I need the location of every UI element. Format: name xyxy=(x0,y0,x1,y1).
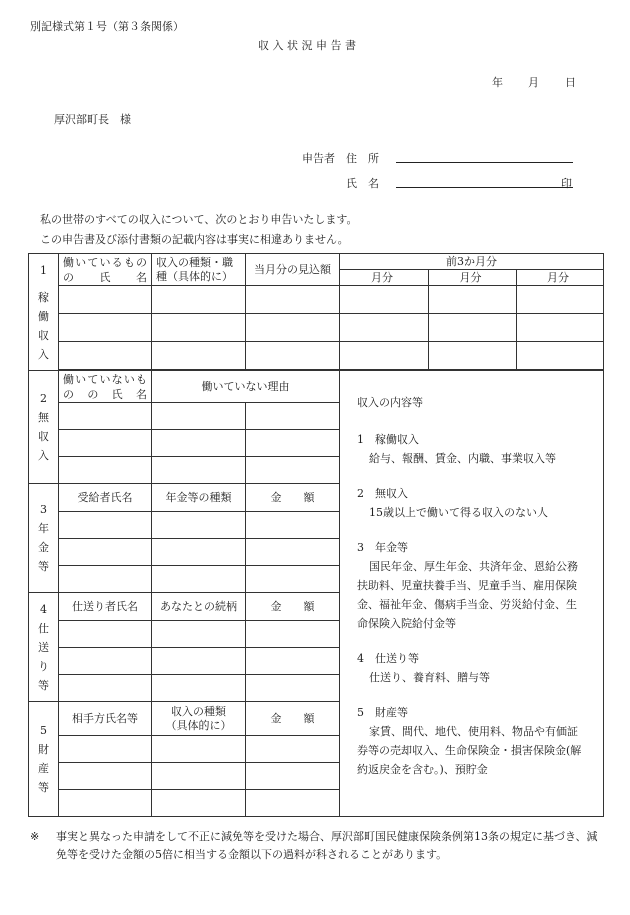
applicant-label: 申告者 xyxy=(302,152,335,165)
section-2-label: 2 無 収 入 xyxy=(29,371,59,484)
s1-col-name: 働いているものの氏名 xyxy=(59,254,152,286)
s2-cell[interactable] xyxy=(152,430,246,457)
s1-cell[interactable] xyxy=(340,314,429,342)
s1-col-prev: 前3か月分 xyxy=(340,254,604,270)
s5-col-type: 収入の種類 （具体的に） xyxy=(152,702,246,736)
s4-col-name: 仕送り者氏名 xyxy=(59,593,152,621)
s2-cell[interactable] xyxy=(152,403,246,430)
seal-mark: 印 xyxy=(561,177,572,190)
s2-cell[interactable] xyxy=(246,430,340,457)
s1-cell[interactable] xyxy=(429,342,517,370)
s3-col-type: 年金等の種類 xyxy=(152,484,246,512)
section-3-label: 3 年 金 等 xyxy=(29,484,59,593)
name-label: 氏 名 xyxy=(346,177,379,190)
s1-cell[interactable] xyxy=(152,314,246,342)
s1-cell[interactable] xyxy=(517,342,604,370)
footnote-mark: ※ xyxy=(30,830,40,843)
month-header-1: 月分 xyxy=(340,270,429,286)
page-title: 収 入 状 況 申 告 書 xyxy=(258,39,356,52)
s2-cell[interactable] xyxy=(246,457,340,484)
s2-cell[interactable] xyxy=(152,457,246,484)
s1-cell[interactable] xyxy=(340,286,429,314)
date-year: 年 xyxy=(492,76,503,89)
s1-cell[interactable] xyxy=(246,342,340,370)
s2-cell[interactable] xyxy=(59,403,152,430)
month-header-2: 月分 xyxy=(429,270,517,286)
s5-cell[interactable] xyxy=(152,736,246,763)
s1-cell[interactable] xyxy=(152,342,246,370)
s1-cell[interactable] xyxy=(152,286,246,314)
s5-col-amount: 金 額 xyxy=(246,702,340,736)
form-number: 別記様式第１号（第３条関係） xyxy=(30,20,184,33)
address-field[interactable] xyxy=(396,162,573,163)
s1-cell[interactable] xyxy=(59,286,152,314)
address-label: 住 所 xyxy=(346,152,379,165)
s2-col-name: 働いていないものの氏名 xyxy=(59,371,152,403)
date-day: 日 xyxy=(565,76,576,89)
s4-cell[interactable] xyxy=(246,648,340,675)
footnote xyxy=(30,828,605,864)
s3-cell[interactable] xyxy=(152,566,246,593)
s2-cell[interactable] xyxy=(246,403,340,430)
s5-cell[interactable] xyxy=(246,790,340,817)
declaration-line-1: 私の世帯のすべての収入について、次のとおり申告いたします。 xyxy=(40,213,358,226)
s3-cell[interactable] xyxy=(59,566,152,593)
s5-cell[interactable] xyxy=(59,763,152,790)
addressee: 厚沢部町長 様 xyxy=(54,113,131,126)
s1-col-current: 当月分の見込額 xyxy=(246,254,340,286)
section-5-label: 5 財 産 等 xyxy=(29,702,59,817)
s2-cell[interactable] xyxy=(59,457,152,484)
s1-cell[interactable] xyxy=(517,314,604,342)
s5-cell[interactable] xyxy=(152,790,246,817)
s4-cell[interactable] xyxy=(59,621,152,648)
s4-cell[interactable] xyxy=(152,675,246,702)
s4-col-relation: あなたとの続柄 xyxy=(152,593,246,621)
s5-col-name: 相手方氏名等 xyxy=(59,702,152,736)
s2-cell[interactable] xyxy=(59,430,152,457)
s3-cell[interactable] xyxy=(59,512,152,539)
s1-cell[interactable] xyxy=(429,286,517,314)
s4-cell[interactable] xyxy=(152,648,246,675)
name-field[interactable] xyxy=(396,187,573,188)
s3-cell[interactable] xyxy=(59,539,152,566)
s5-cell[interactable] xyxy=(59,790,152,817)
s5-cell[interactable] xyxy=(246,736,340,763)
footnote-text: 事実と異なった申請をして不正に減免等を受けた場合、厚沢部町国民健康保険条例第13条の規定に基づき、減免等を受けた金額の5倍に相当する金額以下の過料が科されることがあります。 xyxy=(56,830,598,861)
s3-col-name: 受給者氏名 xyxy=(59,484,152,512)
section-1-label: 1 稼 働 収 入 xyxy=(29,254,59,371)
s2-col-reason: 働いていない理由 xyxy=(152,371,340,403)
declaration-line-2: この申告書及び添付書類の記載内容は事実に相違ありません。 xyxy=(40,233,349,246)
s4-col-amount: 金 額 xyxy=(246,593,340,621)
s4-cell[interactable] xyxy=(246,675,340,702)
section-4-label: 4 仕 送 り 等 xyxy=(29,593,59,702)
s3-cell[interactable] xyxy=(152,539,246,566)
s3-cell[interactable] xyxy=(246,566,340,593)
income-info-title: 収入の内容等 xyxy=(357,396,423,409)
month-header-3: 月分 xyxy=(517,270,604,286)
s5-cell[interactable] xyxy=(59,736,152,763)
date-month: 月 xyxy=(528,76,539,89)
s4-cell[interactable] xyxy=(59,648,152,675)
s4-cell[interactable] xyxy=(246,621,340,648)
income-table xyxy=(28,253,604,817)
s1-cell[interactable] xyxy=(517,286,604,314)
s3-cell[interactable] xyxy=(246,512,340,539)
s4-cell[interactable] xyxy=(152,621,246,648)
s4-cell[interactable] xyxy=(59,675,152,702)
s1-cell[interactable] xyxy=(246,286,340,314)
s3-col-amount: 金 額 xyxy=(246,484,340,512)
s5-cell[interactable] xyxy=(246,763,340,790)
s1-cell[interactable] xyxy=(246,314,340,342)
s1-cell[interactable] xyxy=(340,342,429,370)
s3-cell[interactable] xyxy=(152,512,246,539)
s1-cell[interactable] xyxy=(59,314,152,342)
s1-col-type: 収入の種類・職 種（具体的に） xyxy=(152,254,246,286)
s5-cell[interactable] xyxy=(152,763,246,790)
income-info-panel: 収入の内容等 1 稼働収入 給与、報酬、賃金、内職、事業収入等 2 無収入 15歳以上で働いて得る収入のない人 3 年金等 国民年金、厚生年金、共済年金、恩給公務 扶助料、児童扶養手当、児童手当、雇用保険 金、福祉年金、傷病手当金、労災給付金、生 命保険入院給付金等 4 仕送り等 仕送り、養育料、贈与等 5 財産等 家賃、間代、地代、使用料、物品や有価証 券等の売却収入、生命保険金・損害保険金(解 約返戻金を含む。)、預貯金 xyxy=(340,371,604,817)
s1-cell[interactable] xyxy=(59,342,152,370)
s3-cell[interactable] xyxy=(246,539,340,566)
s1-cell[interactable] xyxy=(429,314,517,342)
